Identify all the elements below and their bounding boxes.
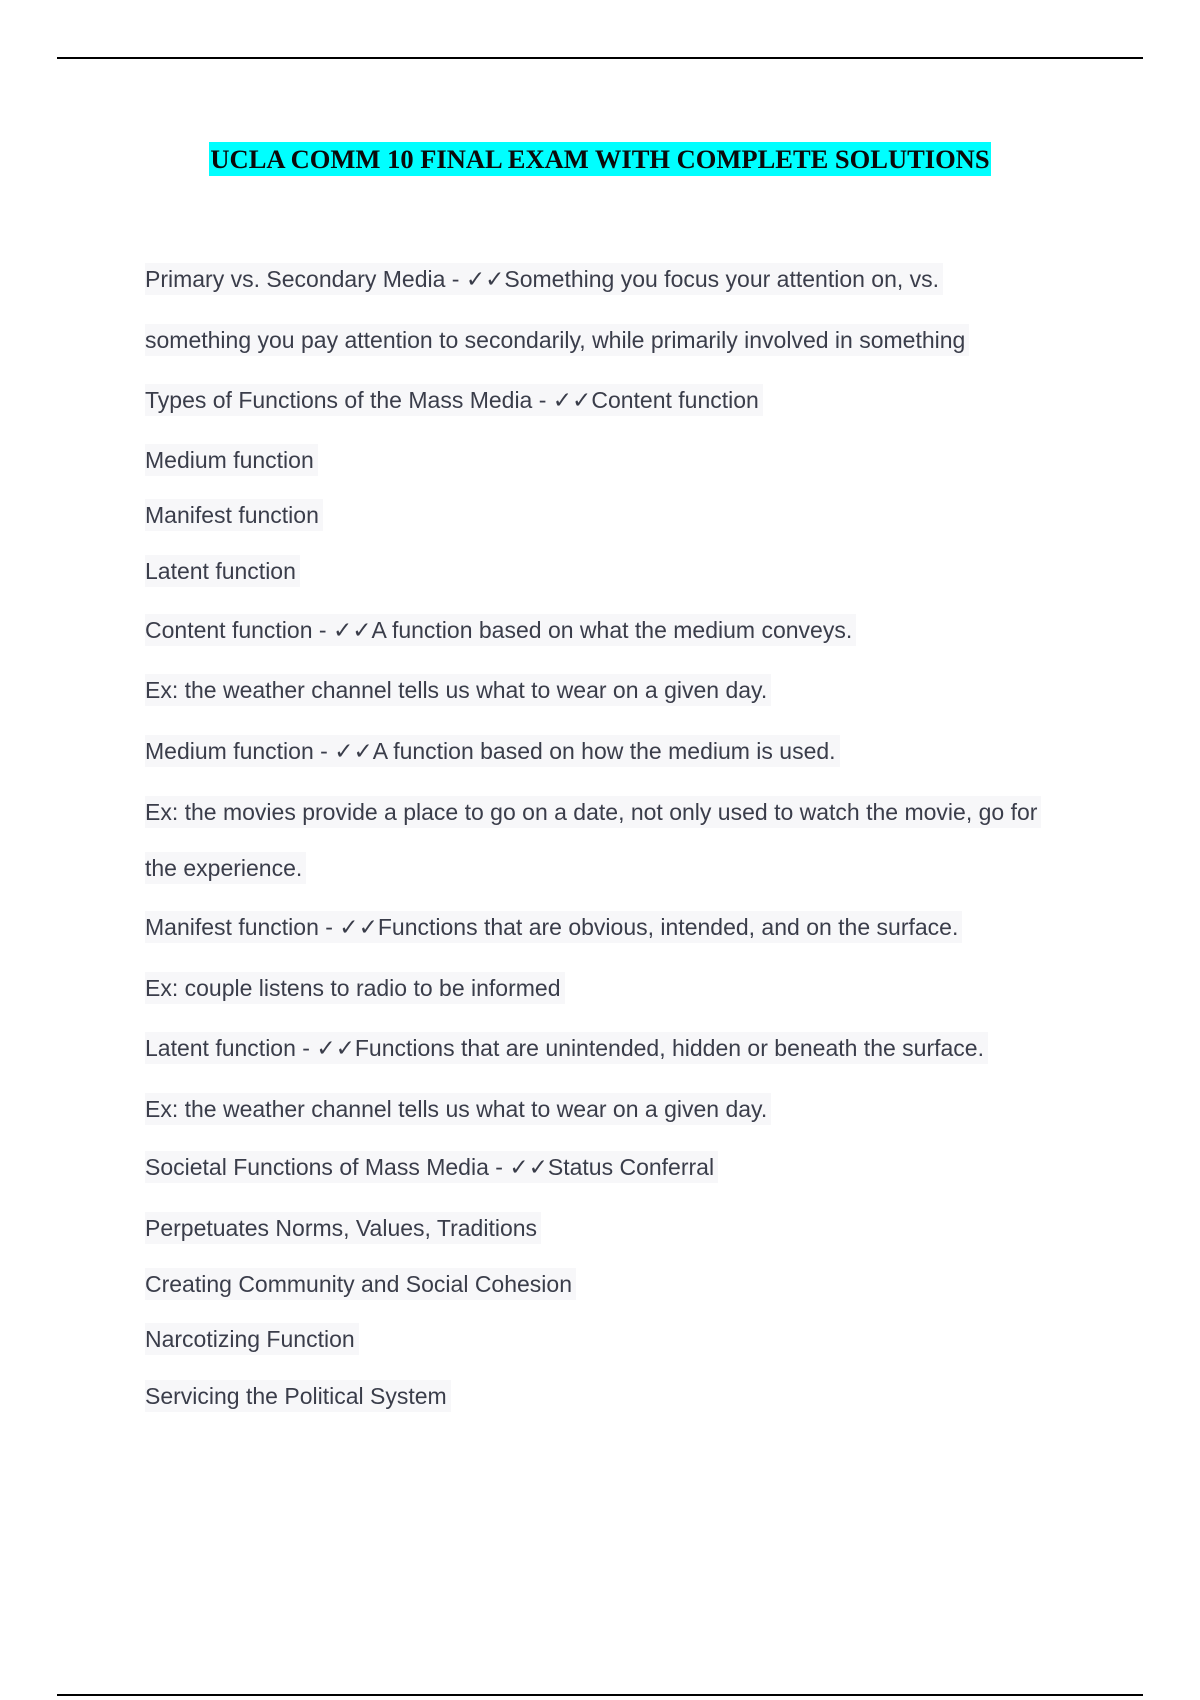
body-line: Latent function - ✓✓Functions that are unintended, hidden or beneath the surface. (145, 1032, 988, 1064)
body-line: Types of Functions of the Mass Media - ✓✓Content function (145, 384, 763, 416)
body-line: Ex: the weather channel tells us what to wear on a given day. (145, 1093, 771, 1125)
body-line: Manifest function (145, 499, 323, 531)
body-line: Manifest function - ✓✓Functions that are obvious, intended, and on the surface. (145, 911, 962, 943)
body-line: Societal Functions of Mass Media - ✓✓Status Conferral (145, 1151, 718, 1183)
body-line: Ex: couple listens to radio to be informed (145, 972, 565, 1004)
body-line: Creating Community and Social Cohesion (145, 1268, 576, 1300)
bottom-divider (57, 1694, 1143, 1696)
body-line: Content function - ✓✓A function based on what the medium conveys. (145, 614, 856, 646)
body-line: something you pay attention to secondarily, while primarily involved in something (145, 324, 969, 356)
body-line: Medium function - ✓✓A function based on how the medium is used. (145, 735, 840, 767)
body-line: Medium function (145, 444, 318, 476)
body-line: Narcotizing Function (145, 1323, 359, 1355)
body-line: Ex: the movies provide a place to go on a date, not only used to watch the movie, go for (145, 796, 1041, 828)
body-line: Latent function (145, 555, 300, 587)
body-line: the experience. (145, 852, 306, 884)
top-divider (57, 57, 1143, 59)
body-line: Servicing the Political System (145, 1380, 451, 1412)
body-line: Primary vs. Secondary Media - ✓✓Something you focus your attention on, vs. (145, 263, 943, 295)
body-line: Perpetuates Norms, Values, Traditions (145, 1212, 541, 1244)
document-title: UCLA COMM 10 FINAL EXAM WITH COMPLETE SOLUTIONS (210, 144, 990, 174)
body-line: Ex: the weather channel tells us what to wear on a given day. (145, 674, 771, 706)
title-container (0, 142, 1200, 176)
